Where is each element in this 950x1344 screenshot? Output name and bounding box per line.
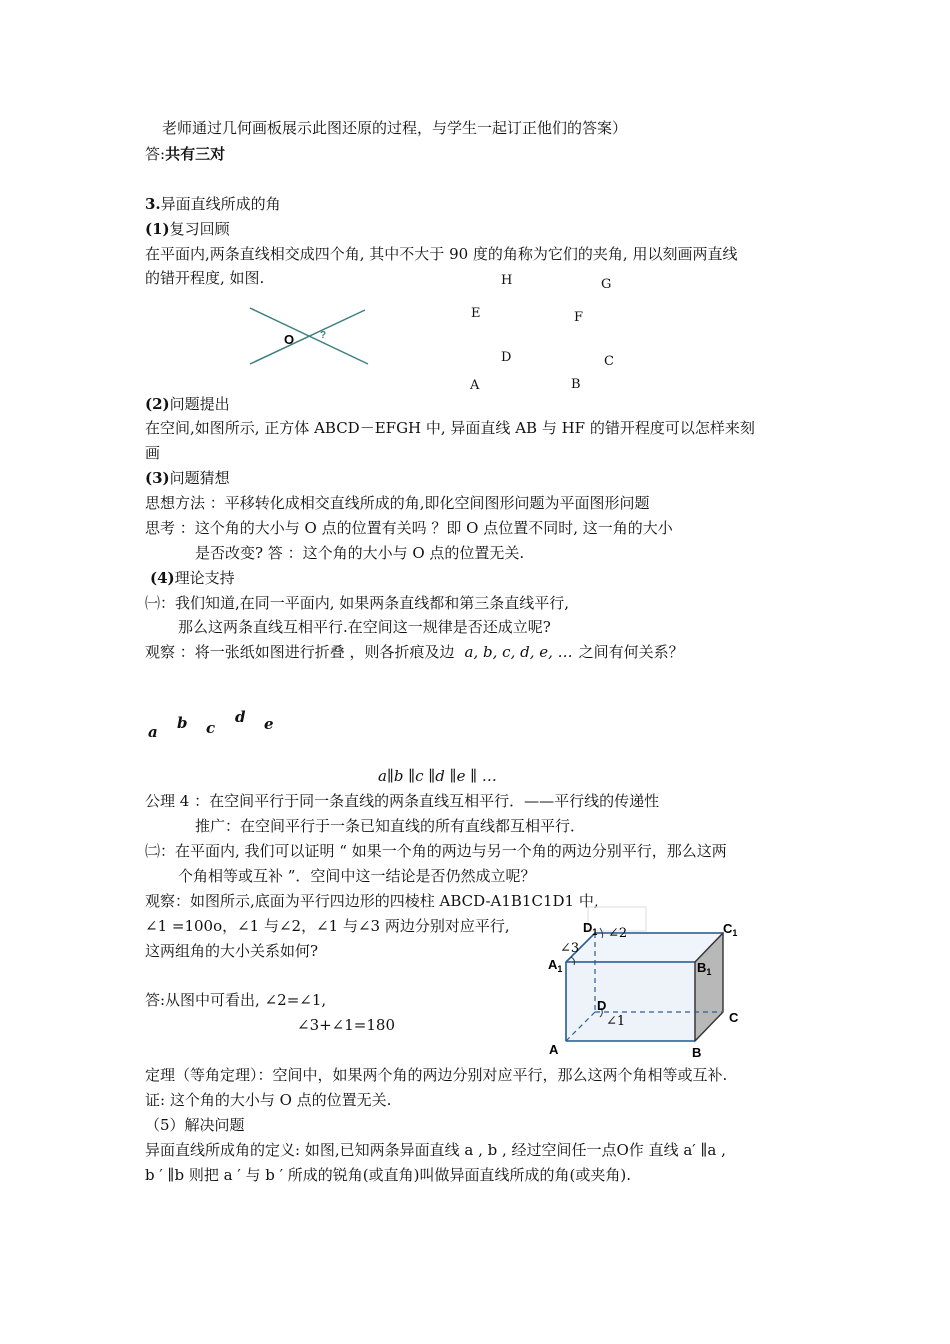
line-known-parallel: ㈠：我们知道,在同一平面内, 如果两条直线都和第三条直线平行,	[145, 594, 570, 612]
line-think: 思考 ：这个角的大小与 O 点的位置有关吗 ？即 O 点位置不同时, 这一角的大小	[145, 519, 673, 537]
section-3-heading	[145, 194, 281, 214]
subsection-4-number: (4)	[150, 569, 175, 587]
subsection-4-heading	[150, 568, 235, 588]
line-answer-pairs	[145, 144, 225, 164]
cube-label-c: C	[604, 354, 614, 369]
line-two	[250, 310, 365, 364]
intersecting-lines-figure	[245, 300, 370, 370]
section-3-title: 异面直线所成的角	[160, 195, 281, 213]
line-angle-question: 这两组角的大小关系如何?	[145, 942, 319, 960]
label-d1-sub: 1	[592, 927, 598, 937]
line-prism-observe: 观察：如图所示,底面为平行四边形的四棱柱 ABCD-A1B1C1D1 中,	[145, 892, 599, 910]
label-c1-sub: 1	[732, 928, 738, 938]
fold-label-d: d	[235, 708, 246, 726]
subsection-2-heading	[145, 394, 230, 414]
section-3-number: 3.	[145, 195, 161, 213]
line-think-answer: 是否改变? 答 ：这个角的大小与 O 点的位置无关.	[195, 544, 525, 562]
axiom-4: 公理 4 ：在空间平行于同一条直线的两条直线互相平行．——平行线的传递性	[145, 792, 660, 810]
cube-label-b: B	[571, 377, 581, 392]
fold-observe-vars: a, b, c, d, e, …	[464, 643, 573, 661]
subsection-1-heading	[145, 219, 230, 239]
label-b1-sub: 1	[706, 967, 712, 977]
angle-mark: ?	[320, 330, 327, 341]
fold-label-c: c	[206, 719, 216, 737]
label-c1	[723, 921, 737, 938]
definition-skew-angle: 异面直线所成角的定义: 如图,已知两条异面直线 a , b , 经过空间任一点O作 直线 a′ ∥a ,	[145, 1141, 726, 1159]
label-c1-letter: C	[723, 921, 733, 936]
label-d1-letter: D	[583, 920, 593, 935]
line-angle-answer-2: ∠3+∠1=180	[297, 1016, 395, 1034]
cube-label-e: E	[471, 306, 481, 321]
fold-observe-question: 之间有何关系？	[578, 643, 684, 661]
line-angle-theorem-question: ㈡：在平面内, 我们可以证明 “ 如果一个角的两边与另一个角的两边分别平行，那么这两	[145, 842, 727, 860]
answer-text: 共有三对	[165, 145, 226, 163]
subsection-1-number: (1)	[145, 220, 170, 238]
label-b: B	[692, 1045, 702, 1060]
line-plane-angle-def: 在平面内,两条直线相交成四个角, 其中不大于 90 度的角称为它们的夹角, 用以刻画两直线	[145, 245, 738, 263]
line-known-parallel-cont: 那么这两条直线互相平行.在空间这一规律是否还成立呢?	[178, 618, 551, 636]
point-o-label: O	[284, 332, 295, 347]
subsection-2-title: 问题提出	[169, 395, 230, 413]
line-proof: 证: 这个角的大小与 O 点的位置无关.	[145, 1091, 392, 1109]
cube-label-f: F	[574, 310, 584, 325]
label-a1-sub: 1	[557, 964, 563, 974]
fold-label-a: a	[148, 723, 158, 741]
label-angle2: ∠2	[608, 926, 628, 941]
line-angle-theorem-question-cont: 个角相等或互补 ”．空间中这一结论是否仍然成立呢？	[178, 867, 536, 885]
subsection-3-number: (3)	[145, 469, 170, 487]
line-angle-values: ∠1 =100o，∠1 与∠2，∠1 与∠3 两边分别对应平行,	[145, 917, 510, 935]
definition-skew-angle-cont: b ′ ∥b 则把 a ′ 与 b ′ 所成的锐角(或直角)叫做异面直线所成的角(或夹角).	[145, 1166, 631, 1184]
fold-label-e: e	[264, 715, 274, 733]
cube-label-d: D	[501, 350, 512, 365]
cube-label-h: H	[501, 273, 513, 288]
label-angle3: ∠3	[560, 941, 580, 956]
label-b1-letter: B	[697, 960, 707, 975]
subsection-2-number: (2)	[145, 395, 170, 413]
line-teacher-demo: 老师通过几何画板展示此图还原的过程，与学生一起订正他们的答案）	[162, 119, 628, 137]
label-a1	[548, 957, 562, 974]
line-method: 思想方法 ：平移转化成相交直线所成的角,即化空间图形问题为平面图形问题	[145, 494, 650, 512]
front-face	[566, 962, 695, 1041]
label-c: C	[729, 1010, 739, 1025]
fold-label-b: b	[177, 714, 188, 732]
parallel-chain: a∥b ∥c ∥d ∥e ∥ …	[378, 767, 497, 785]
line-angle-answer-1: 答:从图中可看出, ∠2=∠1,	[145, 991, 327, 1009]
axiom-4-generalization: 推广：在空间平行于一条已知直线的所有直线都互相平行．	[195, 817, 586, 835]
cube-label-g: G	[601, 277, 612, 292]
label-a1-letter: A	[548, 957, 558, 972]
label-d: D	[597, 998, 607, 1013]
theorem-equal-angles: 定理（等角定理）：空间中，如果两个角的两边分别对应平行，那么这两个角相等或互补.	[145, 1066, 728, 1084]
label-angle1: ∠1	[606, 1014, 626, 1029]
line-space-question-cont: 画	[145, 444, 161, 462]
line-space-question: 在空间,如图所示, 正方体 ABCD－EFGH 中, 异面直线 AB 与 HF 的错开程度可以怎样来刻	[145, 419, 755, 437]
label-a: A	[549, 1042, 559, 1057]
subsection-4-title: 理论支持	[174, 569, 235, 587]
prism-figure	[540, 905, 750, 1065]
subsection-1-title: 复习回顾	[169, 220, 230, 238]
fold-observe-text: 观察 ：将一张纸如图进行折叠 ，则各折痕及边	[145, 643, 455, 661]
subsection-3-title: 问题猜想	[169, 469, 230, 487]
answer-prefix: 答:	[145, 145, 166, 163]
label-d1	[583, 920, 597, 937]
line-fold-observe	[145, 642, 684, 662]
subsection-3-heading	[145, 468, 230, 488]
line-plane-angle-def-cont: 的错开程度, 如图.	[145, 269, 265, 287]
subsection-5-heading: （5）解决问题	[145, 1116, 245, 1134]
cube-label-a: A	[470, 378, 480, 393]
